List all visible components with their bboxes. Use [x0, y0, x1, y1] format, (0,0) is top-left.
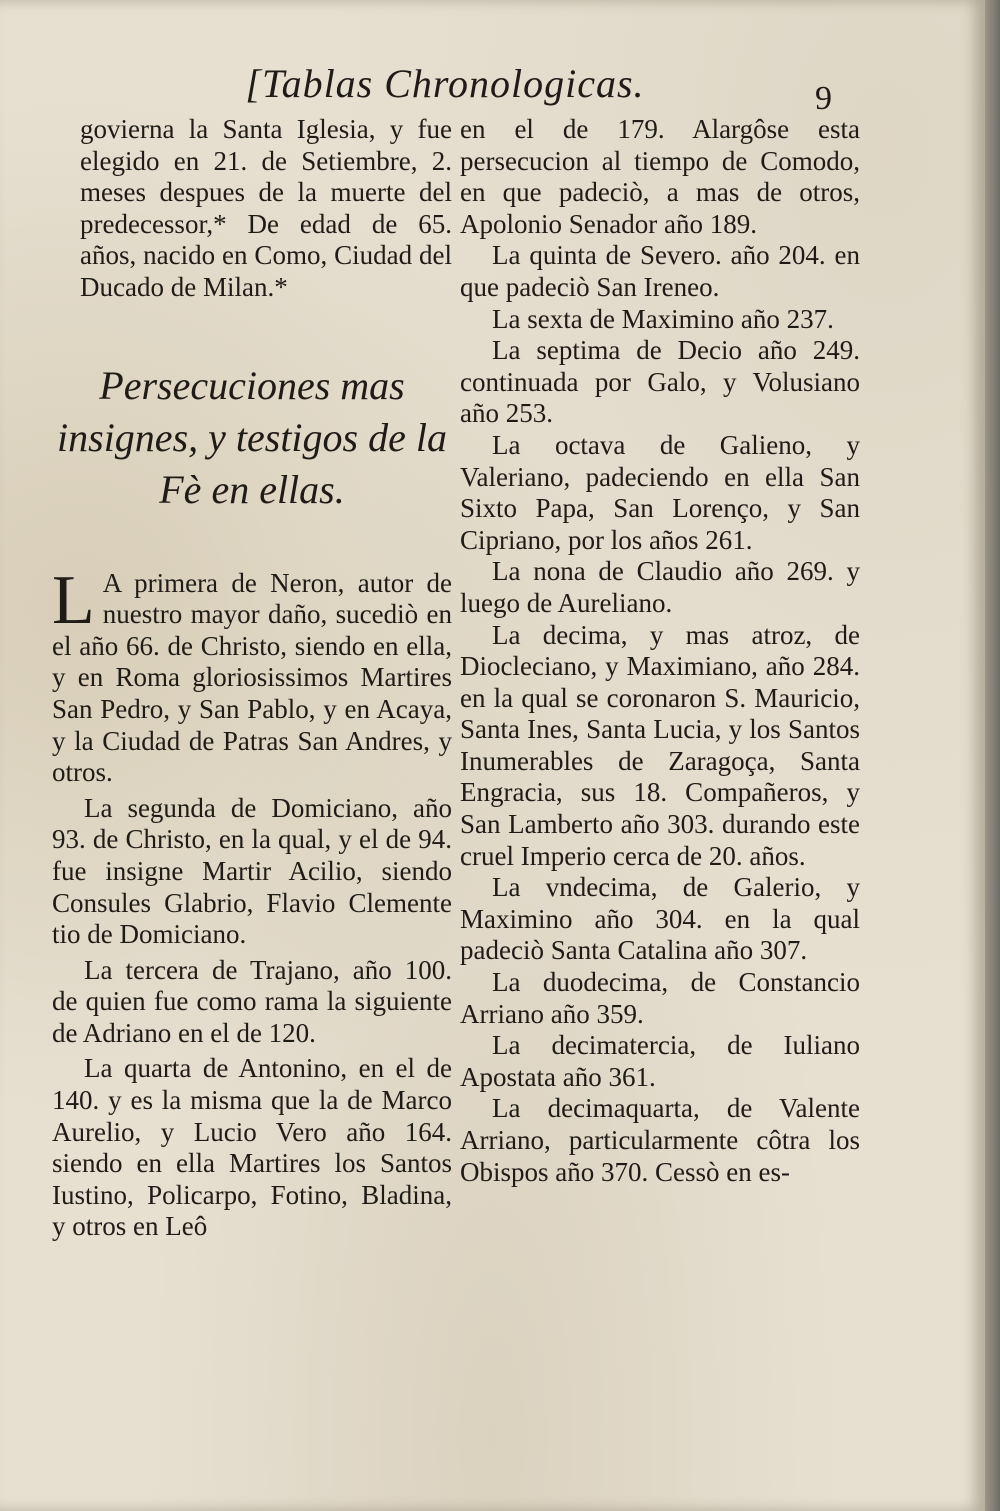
- persecution-entry: La septima de Decio año 249. continuada por Galo, y Volusiano año 253.: [460, 335, 860, 429]
- drop-cap: L: [52, 561, 95, 639]
- persecution-entry: La decima, y mas atroz, de Diocleciano, y Maximiano, año 284. en la qual se coronaron S. Mauricio, Santa Ines, Santa Lucia, y los Santos Inumerables de Zaragoça, Santa Engracia, sus 18. Compañeros, y San Lamberto año 303. durando este cruel Imperio cerca de 20. años.: [460, 619, 860, 871]
- persecution-entry: La segunda de Domiciano, año 93. de Christo, en la qual, y el de 94. fue insigne Martir Acilio, siendo Consules Glabrio, Flavio Clemente tio de Domiciano.: [52, 792, 452, 950]
- right-column: [460, 114, 860, 1188]
- persecution-entry: La decimaquarta, de Valente Arriano, particularmente côtra los Obispos año 370. Cessò en es-: [460, 1093, 860, 1187]
- persecution-entry: La vndecima, de Galerio, y Maximino año 304. en la qual padeciò Santa Catalina año 307.: [460, 872, 860, 966]
- persecution-entry: La octava de Galieno, y Valeriano, padeciendo en ella San Sixto Papa, San Lorenço, y San Cipriano, por los años 261.: [460, 429, 860, 555]
- first-entry-text: A primera de Neron, autor de nuestro mayor daño, sucediò en el año 66. de Christo, siendo en ella, y en Roma gloriosissimos Martires San Pedro, y San Pablo, y en Acaya, y la Ciudad de Patras San Andres, y otros.: [52, 567, 452, 788]
- page-header: [0, 60, 985, 120]
- persecution-entry: La tercera de Trajano, año 100. de quien fue como rama la siguiente de Adriano en el de 120.: [52, 954, 452, 1048]
- persecution-entry: La sexta de Maximino año 237.: [492, 303, 834, 334]
- persecution-entry: La quinta de Severo. año 204. en que padeciò San Ireneo.: [460, 240, 860, 302]
- section-heading: Persecuciones mas insignes, y testigos de la Fè en ellas.: [57, 362, 447, 512]
- continuation-paragraph: en el de 179. Alargôse esta persecucion al tiempo de Comodo, en que padeciò, a mas de otros, Apolonio Senador año 189.: [460, 114, 860, 239]
- persecution-entry: La decimatercia, de Iuliano Apostata año 361.: [460, 1030, 860, 1092]
- persecution-entry: La quarta de Antonino, en el de 140. y es la misma que la de Marco Aurelio, y Lucio Vero año 164. siendo en ella Martires los Santos Iustino, Policarpo, Fotino, Bladina, y otros en Leô: [52, 1053, 452, 1242]
- page-edge-shadow: [985, 0, 1000, 1511]
- persecution-entry: La nona de Claudio año 269. y luego de Aureliano.: [460, 556, 860, 618]
- first-entry-paragraph: [52, 561, 452, 789]
- intro-paragraph: govierna la Santa Iglesia, y fue elegido en 21. de Setiembre, 2. meses despues de la muerte del predecessor,* De edad de 65. años, nacido en Como, Ciudad del Ducado de Milan.*: [80, 114, 452, 302]
- left-column: [52, 114, 452, 1243]
- running-title: [Tablas Chronologicas.: [245, 61, 645, 106]
- page-number: 9: [815, 80, 832, 117]
- persecution-entry: La duodecima, de Constancio Arriano año 359.: [460, 967, 860, 1029]
